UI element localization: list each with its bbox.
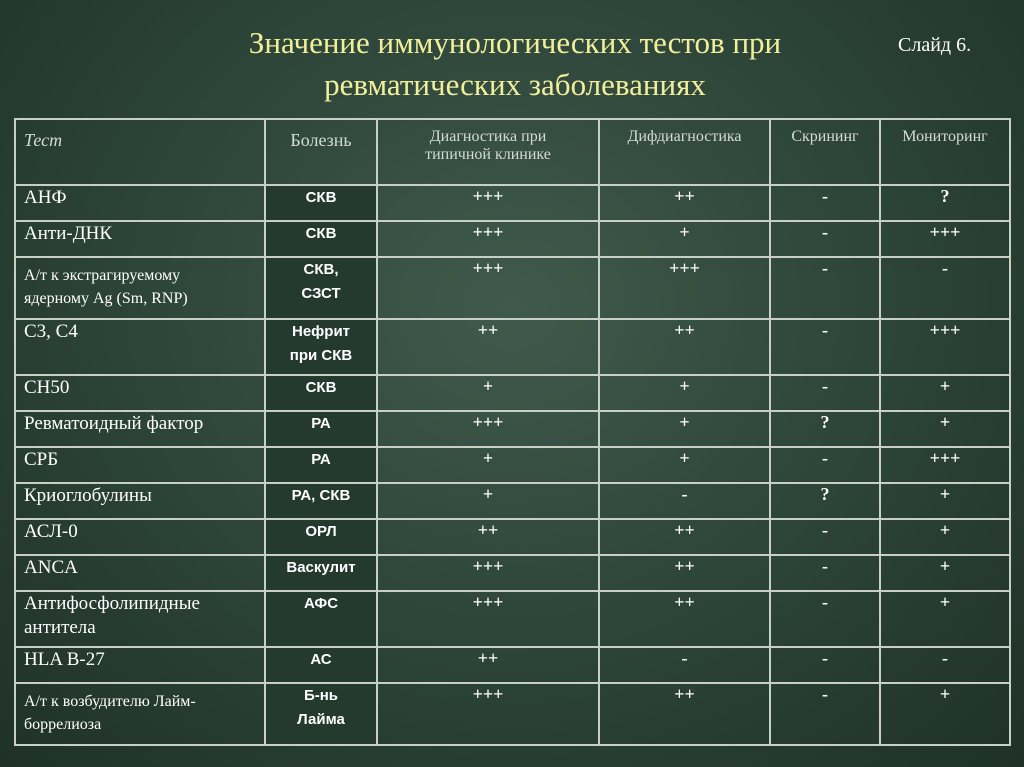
cell-disease (265, 683, 377, 745)
cell-disease-line: Б-нь (303, 687, 339, 704)
cell-differential: ++ (599, 185, 770, 221)
table-row (15, 375, 1010, 411)
cell-test-line: Анти-ДНК (24, 223, 113, 244)
slide-title (150, 22, 880, 106)
table-row (15, 221, 1010, 257)
cell-monitoring: + (880, 591, 1010, 647)
cell-monitoring: ? (880, 185, 1010, 221)
cell-differential: + (599, 411, 770, 447)
cell-disease (265, 185, 377, 221)
cell-screening: - (770, 591, 880, 647)
table-row (15, 519, 1010, 555)
table-row (15, 683, 1010, 745)
cell-test-line: Криоглобулины (24, 485, 152, 506)
table-row (15, 555, 1010, 591)
cell-disease (265, 483, 377, 519)
cell-test (15, 185, 265, 221)
cell-diagnostics: +++ (377, 411, 599, 447)
table-row (15, 591, 1010, 647)
header-test: Тест (15, 119, 265, 185)
table-row (15, 185, 1010, 221)
header-monitoring: Мониторинг (880, 119, 1010, 185)
cell-test-line: АНФ (24, 187, 67, 208)
cell-diagnostics: + (377, 447, 599, 483)
cell-monitoring: - (880, 647, 1010, 683)
cell-differential: + (599, 447, 770, 483)
cell-disease (265, 519, 377, 555)
table-header-row (15, 119, 1010, 185)
cell-screening: - (770, 683, 880, 745)
cell-test (15, 483, 265, 519)
cell-screening: - (770, 185, 880, 221)
cell-differential: ++ (599, 591, 770, 647)
cell-disease-line: РА (311, 415, 331, 432)
cell-differential: - (599, 647, 770, 683)
cell-test-line: Ревматоидный фактор (24, 413, 204, 434)
slide-title-line-1: Значение иммунологических тестов при (248, 25, 782, 60)
cell-test (15, 683, 265, 745)
header-diagnostics-line-1: Диагностика при (429, 128, 547, 145)
cell-monitoring: +++ (880, 221, 1010, 257)
cell-differential: ++ (599, 519, 770, 555)
cell-monitoring: + (880, 483, 1010, 519)
cell-monitoring: + (880, 519, 1010, 555)
cell-test (15, 411, 265, 447)
cell-disease-line: Васкулит (286, 559, 356, 576)
cell-differential: ++ (599, 319, 770, 375)
table-row (15, 411, 1010, 447)
cell-screening: - (770, 221, 880, 257)
header-diagnostics-line-2: типичной клинике (425, 146, 551, 163)
table-row (15, 319, 1010, 375)
cell-test-line: АСЛ-0 (24, 521, 78, 542)
cell-disease-line: при СКВ (289, 347, 353, 364)
cell-test (15, 519, 265, 555)
cell-diagnostics: +++ (377, 683, 599, 745)
cell-differential: + (599, 375, 770, 411)
cell-test (15, 591, 265, 647)
cell-screening: - (770, 375, 880, 411)
cell-differential: ++ (599, 555, 770, 591)
cell-test (15, 221, 265, 257)
cell-monitoring: +++ (880, 319, 1010, 375)
cell-test-line: боррелиоза (24, 716, 102, 733)
cell-differential: +++ (599, 257, 770, 319)
cell-monitoring: + (880, 555, 1010, 591)
cell-monitoring: + (880, 683, 1010, 745)
cell-diagnostics: + (377, 483, 599, 519)
cell-diagnostics: ++ (377, 519, 599, 555)
cell-disease-line: СКВ, (303, 261, 339, 278)
cell-disease (265, 411, 377, 447)
cell-disease-line: СКВ (305, 225, 337, 242)
cell-disease-line: Нефрит (291, 323, 351, 340)
cell-disease (265, 319, 377, 375)
cell-diagnostics: +++ (377, 591, 599, 647)
cell-monitoring: +++ (880, 447, 1010, 483)
slide-title-line-2: ревматических заболеваниях (324, 67, 706, 102)
cell-disease-line: РА (311, 451, 331, 468)
cell-disease (265, 375, 377, 411)
cell-test-line: А/т к экстрагируемому (24, 267, 181, 284)
cell-diagnostics: ++ (377, 647, 599, 683)
cell-screening: - (770, 319, 880, 375)
cell-screening: - (770, 447, 880, 483)
cell-disease (265, 591, 377, 647)
table-row (15, 257, 1010, 319)
cell-diagnostics: +++ (377, 185, 599, 221)
cell-test-line: А/т к возбудителю Лайм- (24, 693, 196, 710)
cell-test-line: СН50 (24, 377, 70, 398)
header-screening: Скрининг (770, 119, 880, 185)
cell-differential: - (599, 483, 770, 519)
cell-disease-line: СКВ (305, 189, 337, 206)
cell-monitoring: + (880, 411, 1010, 447)
cell-monitoring: + (880, 375, 1010, 411)
cell-screening: ? (770, 411, 880, 447)
cell-disease-line: АС (310, 651, 332, 668)
cell-test (15, 375, 265, 411)
table-row (15, 647, 1010, 683)
cell-disease (265, 555, 377, 591)
cell-test-line: антитела (24, 617, 96, 638)
cell-differential: + (599, 221, 770, 257)
table-row (15, 483, 1010, 519)
cell-diagnostics: +++ (377, 555, 599, 591)
cell-diagnostics: + (377, 375, 599, 411)
cell-screening: - (770, 519, 880, 555)
cell-diagnostics: ++ (377, 319, 599, 375)
cell-monitoring: - (880, 257, 1010, 319)
cell-test (15, 447, 265, 483)
cell-screening: - (770, 647, 880, 683)
cell-test (15, 555, 265, 591)
header-disease: Болезнь (265, 119, 377, 185)
cell-differential: ++ (599, 683, 770, 745)
cell-disease (265, 447, 377, 483)
cell-test (15, 257, 265, 319)
cell-disease (265, 647, 377, 683)
cell-test-line: СРБ (24, 449, 59, 470)
cell-test (15, 319, 265, 375)
header-differential: Дифдиагностика (599, 119, 770, 185)
cell-disease-line: Лайма (297, 711, 345, 728)
cell-test-line: ядерному Ag (Sm, RNP) (24, 290, 188, 307)
table-row (15, 447, 1010, 483)
cell-disease-line: СКВ (305, 379, 337, 396)
cell-disease-line: СЗСТ (301, 285, 341, 302)
cell-test (15, 647, 265, 683)
cell-screening: - (770, 555, 880, 591)
cell-disease-line: РА, СКВ (291, 487, 351, 504)
cell-test-line: HLA B-27 (24, 649, 105, 670)
slide-number: Слайд 6. (898, 34, 972, 56)
cell-disease (265, 257, 377, 319)
cell-test-line: С3, С4 (24, 321, 78, 342)
cell-screening: ? (770, 483, 880, 519)
cell-disease (265, 221, 377, 257)
cell-diagnostics: +++ (377, 257, 599, 319)
cell-test-line: Антифосфолипидные (24, 593, 200, 614)
cell-diagnostics: +++ (377, 221, 599, 257)
immunology-tests-table (14, 118, 1011, 746)
cell-disease-line: ОРЛ (305, 523, 337, 540)
cell-disease-line: АФС (303, 595, 339, 612)
header-diagnostics (377, 119, 599, 185)
cell-test-line: ANCA (24, 557, 78, 578)
cell-screening: - (770, 257, 880, 319)
